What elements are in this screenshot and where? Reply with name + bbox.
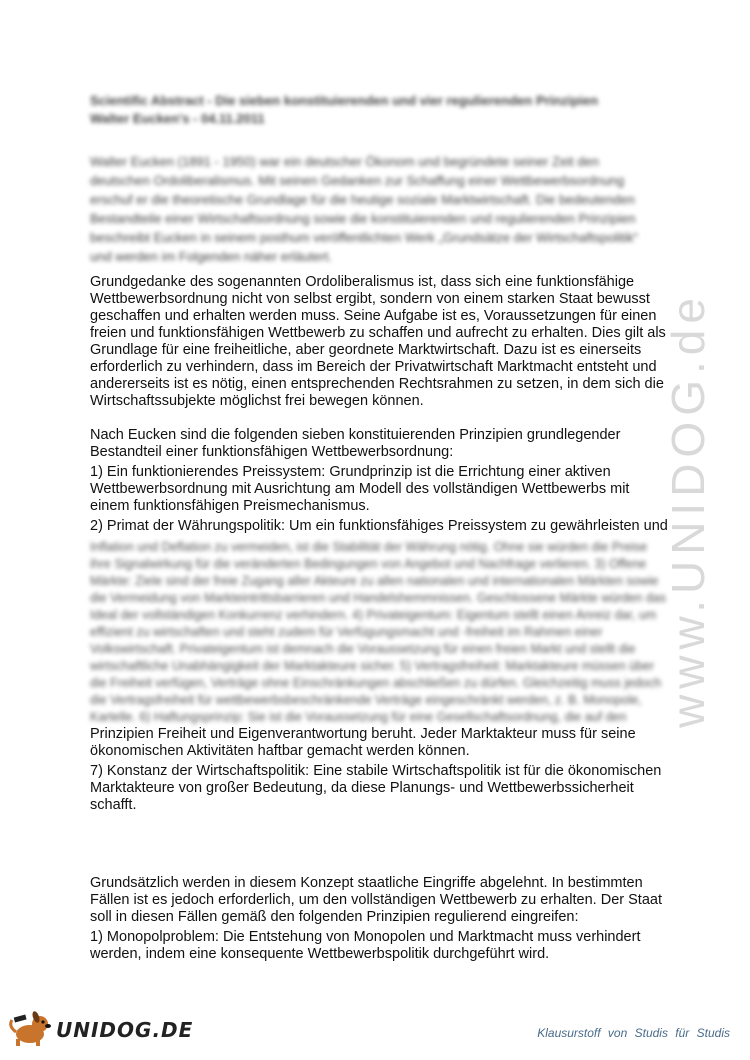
- footer-slogan: Klausurstoff von Studis für Studis: [537, 1026, 730, 1040]
- paragraph-regulative-principles: [90, 875, 670, 963]
- regulative-intro: Grundsätzlich werden in diesem Konzept staatliche Eingriffe abgelehnt. In bestimmten Fällen ist es jedoch erforderlich, um den vollständigen Wettbewerb zu erhalten. Der Staat soll in diesen Fällen gemäß den folgenden Prinzipien regulierend eingreifen:: [90, 875, 662, 925]
- principle-6-end: Prinzipien Freiheit und Eigenverantwortung beruht. Jeder Marktakteur muss für seine ökonomischen Aktivitäten haftbar gemacht werden können.: [90, 726, 636, 759]
- abstract-paragraph: Walter Eucken (1891 - 1950) war ein deutscher Ökonom und begründete seiner Zeit den deutschen Ordoliberalismus. Mit seinen Gedanken zur Schaffung einer Wettbewerbsordnung erschuf er die theoretische Grundlage für die heutige soziale Marktwirtschaft. Die bedeutenden Bestandteile einer Wirtschaftsordnung sowie die konstituierenden und regulierenden Prinzipien beschreibt Eucken in seinem posthum veröffentlichten Werk „Grundsätze der Wirtschaftspolitik“ und werden im Folgenden näher erläutert.: [90, 154, 638, 264]
- dog-icon: [6, 1008, 56, 1048]
- paragraph-constitutive-principles: [90, 427, 670, 814]
- document-title: [90, 92, 650, 128]
- blurred-principles: Inflation und Deflation zu vermeiden, ist die Stabilität der Währung nötig. Ohne sie würden die Preise ihre Signalwirkung für die veränderten Bedingungen von Angebot und Nachfrage verlieren. 3) Offene Märkte: Ziele sind der freie Zugang aller Akteure zu allen nationalen und internationalen Märkten sowie die Vermeidung von Markteintrittsbarrieren und Handelshemmnissen. Geschlossene Märkte würden das Ideal der vollständigen Konkurrenz verhindern. 4) Privateigentum: Eigentum stellt einen Anreiz dar, um effizient zu wirtschaften und steht zudem für Verfügungsmacht und -freiheit im Rahmen einer Volkswirtschaft. Privateigentum ist demnach die Voraussetzung für einen freien Markt und stellt die wirtschaftliche Unabhängigkeit der Marktakteure sicher. 5) Vertragsfreiheit: Marktakteure müssen über die Freiheit verfügen, Verträge ohne Einschränkungen abschließen zu dürfen. Gleichzeitig muss jedoch die Vertragsfreiheit für wettbewerbsbeschränkende Verträge eingeschränkt werden, z. B. Monopole, Kartelle. 6) Haftungsprinzip: Sie ist die Voraussetzung für eine Gesellschaftsordnung, die auf den: [90, 540, 666, 724]
- principles-intro: Nach Eucken sind die folgenden sieben konstituierenden Prinzipien grundlegender Bestandteil einer funktionsfähigen Wettbewerbsordnung:: [90, 427, 621, 460]
- principle-2: 2) Primat der Währungspolitik: Um ein funktionsfähiges Preissystem zu gewährleisten und: [90, 518, 668, 534]
- logo-text: UNIDOG.DE: [56, 1018, 194, 1042]
- paragraph-ordoliberalismus: Grundgedanke des sogenannten Ordoliberalismus ist, dass sich eine funktionsfähige Wettbewerbsordnung nicht von selbst ergibt, sondern von einem starken Staat bewusst geschaffen und erhalten werden muss. Seine Aufgabe ist es, Voraussetzungen für einen freien und funktionsfähigen Wettbewerb zu schaffen und aufrecht zu erhalten. Dies gilt als Grundlage für eine freiheitliche, aber geordnete Marktwirtschaft. Dazu ist es einerseits erforderlich zu verhindern, dass im Bereich der Privatwirtschaft Marktmacht entsteht und andererseits ist es nötig, einen entsprechenden Rechtsrahmen zu setzen, in dem sich die Wirtschaftssubjekte möglichst frei bewegen können.: [90, 274, 666, 409]
- unidog-logo[interactable]: [6, 1008, 194, 1048]
- regulative-principle-1: 1) Monopolproblem: Die Entstehung von Monopolen und Marktmacht muss verhindert werden, indem eine konsequente Wettbewerbspolitik durchgeführt wird.: [90, 929, 641, 962]
- principle-7: 7) Konstanz der Wirtschaftspolitik: Eine stabile Wirtschaftspolitik ist für die ökonomischen Marktakteure von großer Bedeutung, da diese Planungs- und Wettbewerbssicherheit schafft.: [90, 763, 662, 813]
- principle-1: 1) Ein funktionierendes Preissystem: Grundprinzip ist die Errichtung einer aktiven Wettbewerbsordnung mit Ausrichtung am Modell des vollständigen Wettbewerbs mit einem funktionsfähigen Preismechanismus.: [90, 464, 630, 514]
- title-line-2: Walter Eucken's - 04.11.2011: [90, 111, 265, 126]
- watermark: www.UNIDOG.de: [662, 292, 714, 728]
- title-line-1: Scientific Abstract - Die sieben konstituierenden und vier regulierenden Prinzipien: [90, 93, 599, 108]
